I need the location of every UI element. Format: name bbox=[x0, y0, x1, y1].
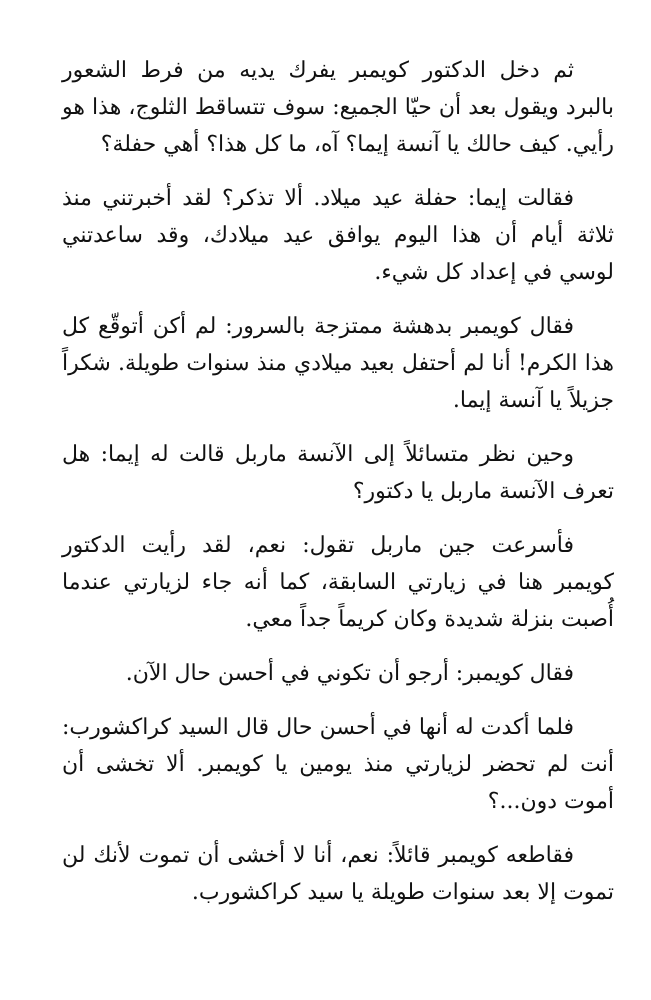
paragraph-2: فقالت إيما: حفلة عيد ميلاد. ألا تذكر؟ لقد أخبرتني منذ ثلاثة أيام أن هذا اليوم يوافق عيد ميلادك، وقد ساعدتني لوسي في إعداد كل شيء. bbox=[62, 186, 615, 285]
paragraph-7: فلما أكدت له أنها في أحسن حال قال السيد كراكشورب: أنت لم تحضر لزيارتي منذ يومين يا كويمبر. ألا تخشى أن أموت دون...؟ bbox=[62, 715, 614, 814]
book-page bbox=[62, 52, 614, 928]
paragraph-8: فقاطعه كويمبر قائلاً: نعم، أنا لا أخشى أن تموت لأنك لن تموت إلا بعد سنوات طويلة يا سيد كراكشورب. bbox=[62, 843, 614, 905]
paragraph-5: فأسرعت جين ماربل تقول: نعم، لقد رأيت الدكتور كويمبر هنا في زيارتي السابقة، كما أنه جاء لزيارتي عندما أُصبت بنزلة شديدة وكان كريماً جداً معي. bbox=[62, 533, 614, 632]
paragraph-3: فقال كويمبر بدهشة ممتزجة بالسرور: لم أكن أتوقّع كل هذا الكرم! أنا لم أحتفل بعيد ميلادي منذ سنوات طويلة. شكراً جزيلاً يا آنسة إيما. bbox=[62, 314, 614, 413]
paragraph-4: وحين نظر متسائلاً إلى الآنسة ماربل قالت له إيما: هل تعرف الآنسة ماربل يا دكتور؟ bbox=[62, 442, 614, 504]
paragraph-1: ثم دخل الدكتور كويمبر يفرك يديه من فرط الشعور بالبرد ويقول بعد أن حيّا الجميع: سوف تتساقط الثلوج، هذا هو رأيي. كيف حالك يا آنسة إيما؟ آه، ما كل هذا؟ أهي حفلة؟ bbox=[62, 58, 614, 157]
paragraph-6: فقال كويمبر: أرجو أن تكوني في أحسن حال الآن. bbox=[125, 661, 574, 686]
